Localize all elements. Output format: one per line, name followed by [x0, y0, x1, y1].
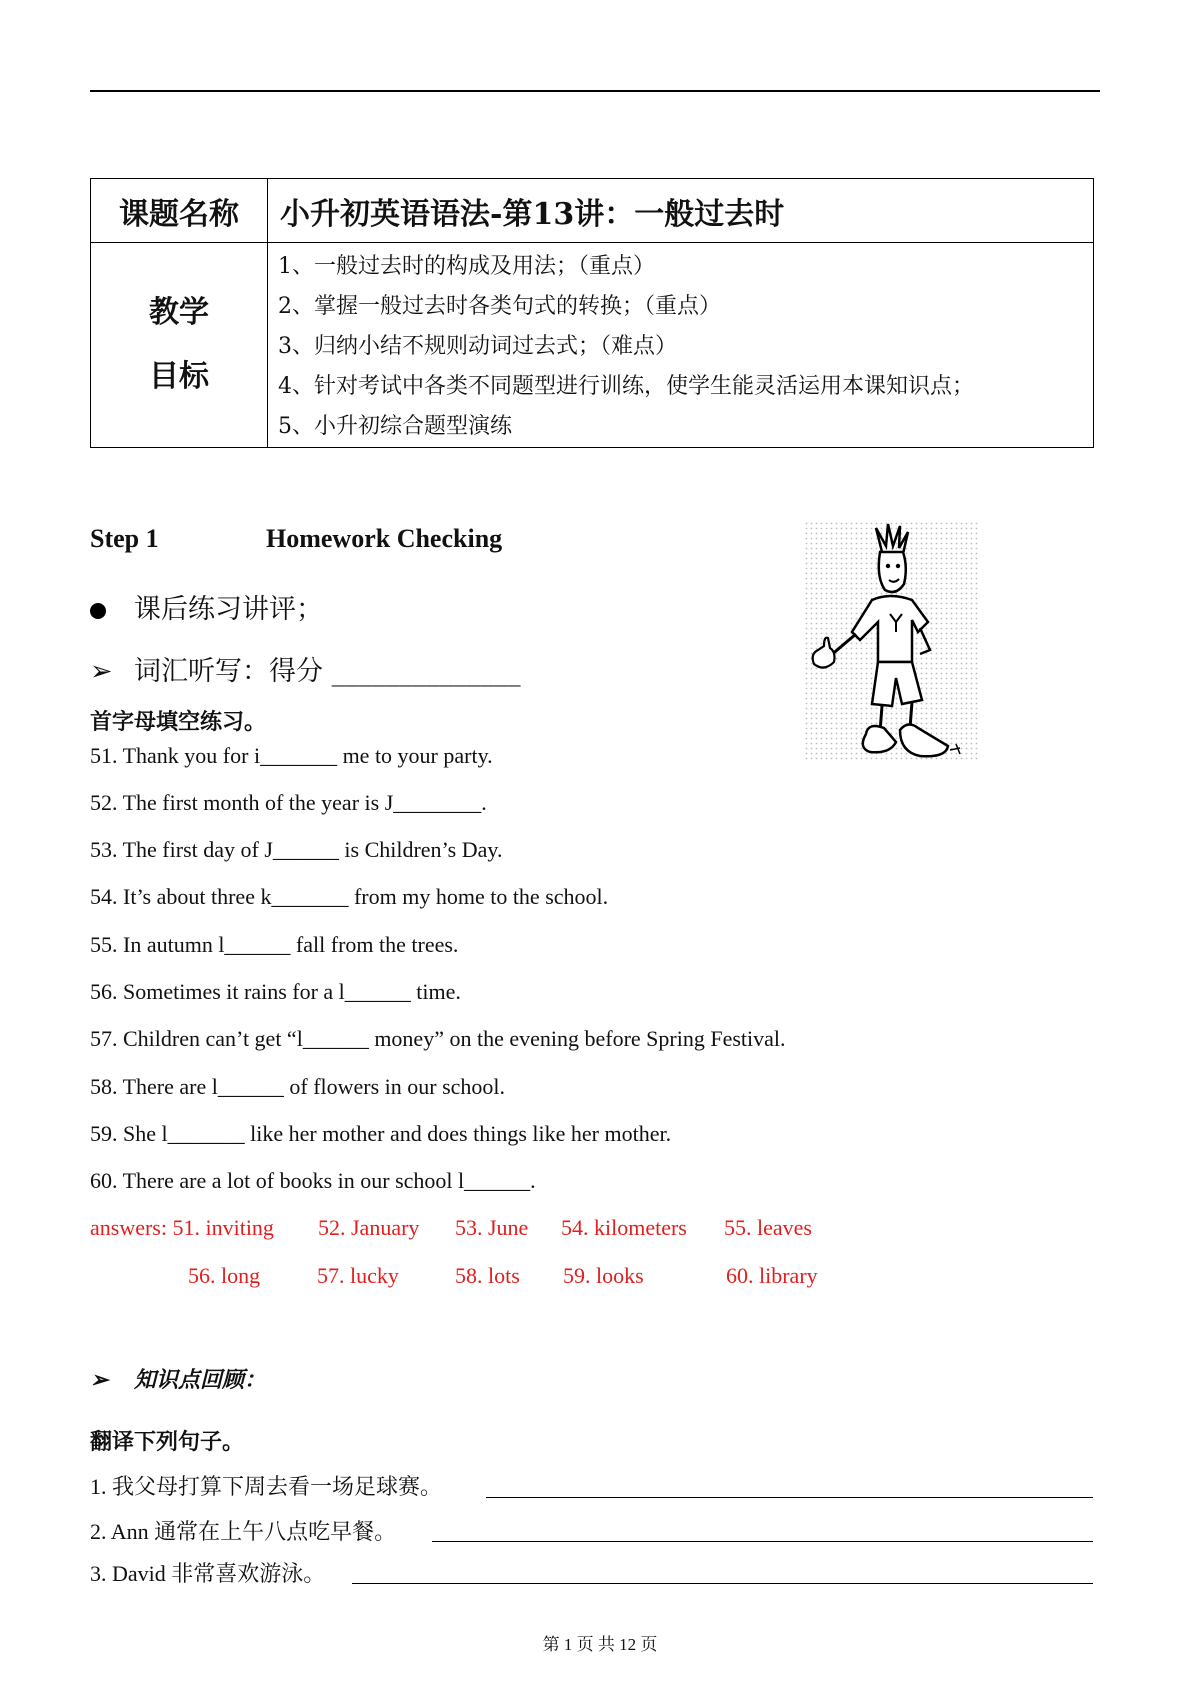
goals-list: [268, 243, 1094, 448]
section-heading-fill-in: 首字母填空练习。: [90, 710, 267, 735]
arrow-bullet-icon: ➢: [90, 656, 113, 687]
goal-item: 2、掌握一般过去时各类句式的转换；（重点）: [278, 294, 721, 319]
translation-item: 3. David 非常喜欢游泳。: [90, 1561, 326, 1586]
question-item: 56. Sometimes it rains for a l______ time.: [90, 979, 461, 1004]
answer-line[interactable]: [352, 1583, 1093, 1584]
question-item: 53. The first day of J______ is Children’s Day.: [90, 837, 503, 862]
step-number: Step 1: [90, 524, 159, 553]
bullet-review-text: 课后练习讲评；: [134, 594, 323, 625]
answer-item: 55. leaves: [724, 1215, 812, 1240]
lesson-info-table: [90, 178, 1094, 448]
translation-item: 1. 我父母打算下周去看一场足球赛。: [90, 1474, 443, 1499]
question-item: 60. There are a lot of books in our school l______.: [90, 1168, 536, 1193]
answer-item: 53. June: [455, 1215, 529, 1240]
goal-item: 3、归纳小结不规则动词过去式；（难点）: [278, 334, 677, 359]
bullet-dictation-text: 词汇听写：得分 ______________: [134, 656, 521, 687]
goal-item: 1、一般过去时的构成及用法；（重点）: [278, 254, 655, 279]
answer-item: 57. lucky: [317, 1263, 399, 1288]
lesson-title: 小升初英语语法-第13讲：一般过去时: [268, 179, 1094, 243]
bullet-review: [90, 587, 323, 626]
question-item: 51. Thank you for i_______ me to your party.: [90, 743, 493, 768]
answer-item: answers: 51. inviting: [90, 1215, 274, 1240]
answer-item: 60. library: [726, 1263, 818, 1288]
title-label: 课题名称: [91, 179, 268, 243]
knowledge-review-heading: [90, 1363, 266, 1394]
question-item: 55. In autumn l______ fall from the trees.: [90, 932, 459, 957]
goals-label-line2: 目标: [149, 359, 209, 394]
header-rule: [90, 90, 1100, 92]
question-item: 59. She l_______ like her mother and does things like her mother.: [90, 1121, 672, 1146]
section-heading-translate: 翻译下列句子。: [90, 1430, 245, 1455]
bullet-dot-icon: [90, 603, 106, 619]
goals-label: [91, 243, 268, 448]
step-title: Homework Checking: [266, 524, 503, 553]
translation-item: 2. Ann 通常在上午八点吃早餐。: [90, 1519, 397, 1544]
goals-label-line1: 教学: [149, 295, 209, 330]
goal-item: 4、针对考试中各类不同题型进行训练，使学生能灵活运用本课知识点；: [278, 374, 974, 399]
arrow-bullet-icon: ➢: [90, 1367, 109, 1393]
answer-line[interactable]: [486, 1497, 1093, 1498]
answer-item: 59. looks: [563, 1263, 644, 1288]
bullet-dictation: [90, 649, 521, 688]
question-item: 54. It’s about three k_______ from my home to the school.: [90, 884, 609, 909]
question-item: 58. There are l______ of flowers in our school.: [90, 1074, 506, 1099]
answer-item: 56. long: [188, 1263, 261, 1288]
answer-item: 54. kilometers: [561, 1215, 687, 1240]
knowledge-review-text: 知识点回顾：: [134, 1367, 267, 1393]
page-footer: 第 1 页 共 12 页: [542, 1635, 658, 1654]
answer-line[interactable]: [432, 1541, 1093, 1542]
goal-item: 5、小升初综合题型演练: [278, 414, 512, 439]
cartoon-boy-illustration: [800, 522, 985, 770]
answer-item: 52. January: [318, 1215, 420, 1240]
question-item: 57. Children can’t get “l______ money” on the evening before Spring Festival.: [90, 1026, 786, 1051]
step-heading: [90, 524, 503, 554]
answer-item: 58. lots: [455, 1263, 520, 1288]
question-item: 52. The first month of the year is J________.: [90, 790, 487, 815]
